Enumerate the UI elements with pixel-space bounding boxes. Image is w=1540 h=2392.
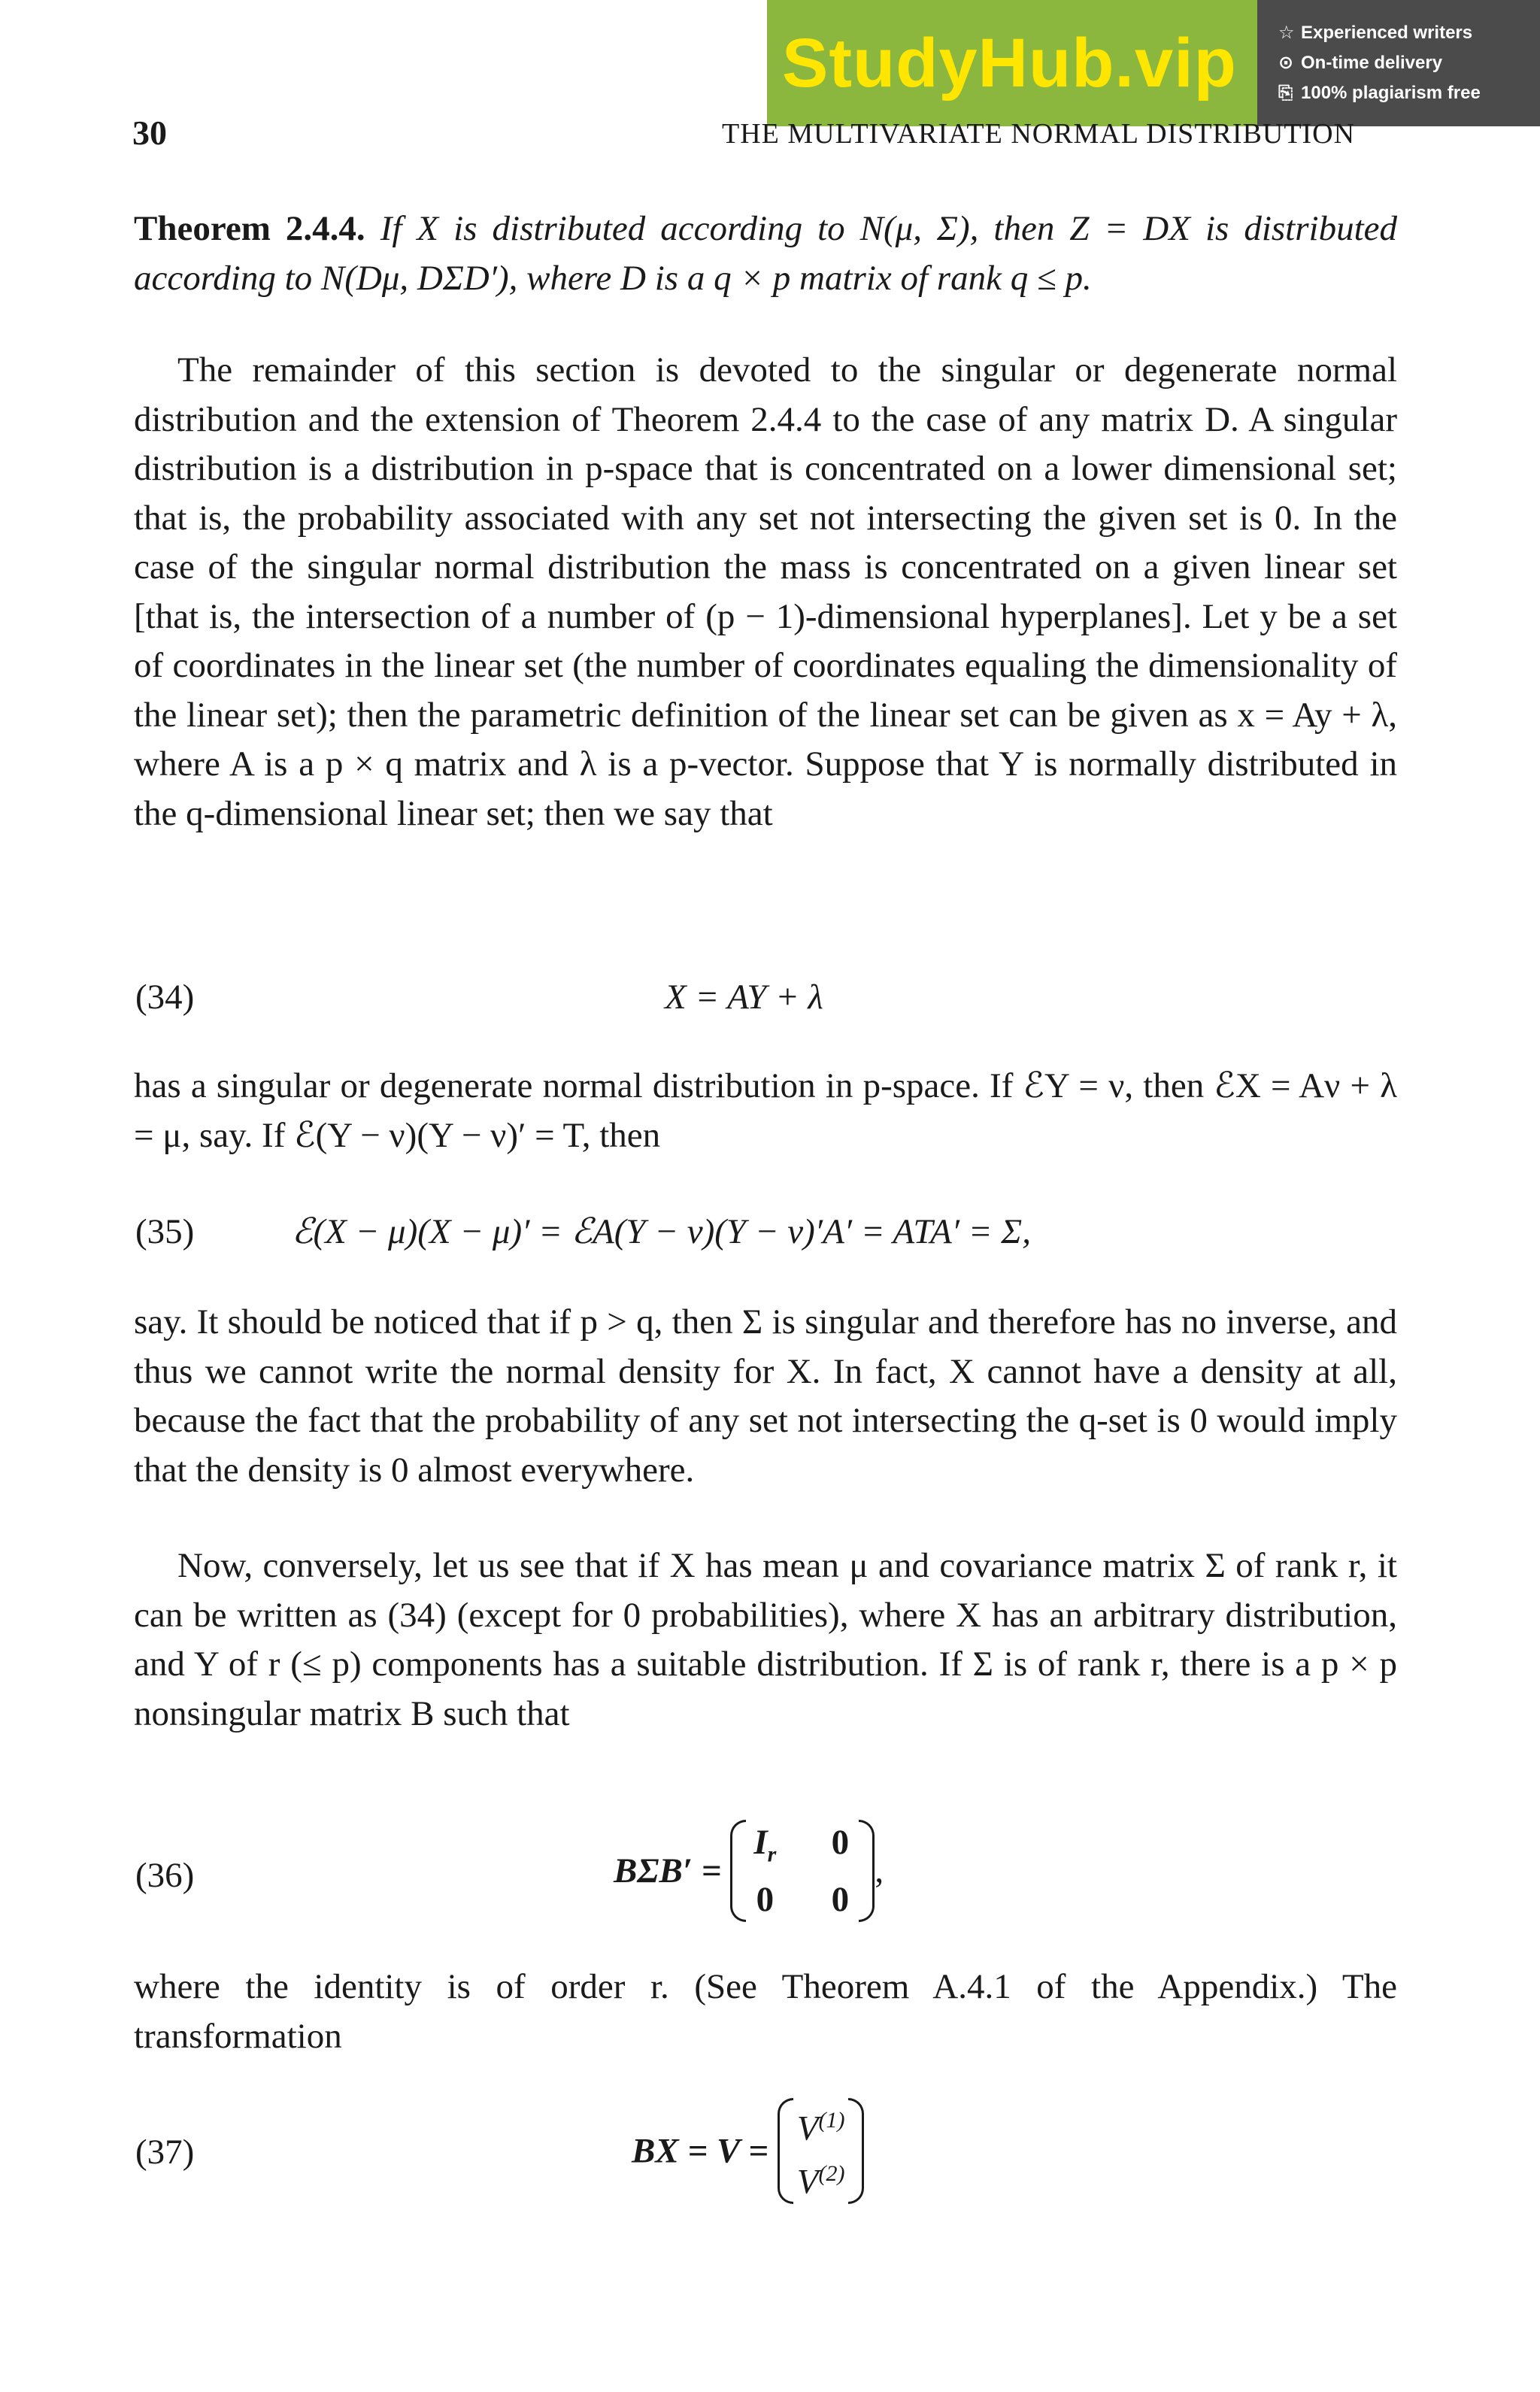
equation-34: X = AY + λ xyxy=(665,978,823,1017)
equation-34-number: (34) xyxy=(135,978,195,1017)
theorem-statement: If X is distributed according to N(μ, Σ), then Z = DX is distributed according to N(Dμ, DΣD′), where D is a q × p matrix of rank q ≤ p. xyxy=(134,209,1397,298)
badge-arrow xyxy=(1235,0,1257,126)
matrix-cell: 0 xyxy=(756,1880,775,1920)
paragraph-singular-distribution: The remainder of this section is devoted to the singular or degenerate normal distribution and the extension of Theorem 2.4.4 to the case of any matrix D. A singular distribution is a distribution in p-space that is concentrated on a lower dimensional set; that is, the probability associated with any set not intersecting the given set is 0. In the case of the singular normal distribution the mass is concentrated on a given linear set [that is, the intersection of a number of (p − 1)-dimensional hyperplanes]. Let y be a set of coordinates in the linear set (the number of coordinates equaling the dimensionality of the linear set); then the parametric definition of the linear set can be given as x = Ay + λ, where A is a p × q matrix and λ is a p-vector. Suppose that Y is normally distributed in the q-dimensional linear set; then we say that xyxy=(134,350,1397,833)
paragraph-identity-order: where the identity is of order r. (See Theorem A.4.1 of the Appendix.) The transformation xyxy=(134,1967,1397,2056)
equation-35-number: (35) xyxy=(135,1212,195,1251)
studyhub-banner[interactable] xyxy=(767,0,1540,126)
matrix-cell: 0 xyxy=(831,1880,850,1920)
feature-badge xyxy=(1257,0,1540,126)
theorem-label: Theorem 2.4.4. xyxy=(134,209,365,248)
equation-36-trail: , xyxy=(875,1851,884,1891)
vector-cell: $V^{(1)}$ xyxy=(796,2108,845,2148)
equation-36-lhs: BΣB′ = xyxy=(614,1851,722,1891)
vector-cell: $V^{(2)}$ xyxy=(796,2160,845,2202)
feature-on-time-delivery: ⊙ On-time delivery xyxy=(1278,48,1540,78)
equation-35: ℰ(X − μ)(X − μ)′ = ℰA(Y − ν)(Y − ν)′A′ = ATA′ = Σ, xyxy=(292,1212,1031,1251)
clock-icon: ⊙ xyxy=(1278,53,1294,73)
paragraph-conversely: Now, conversely, let us see that if X has mean μ and covariance matrix Σ of rank r, it can be written as (34) (except for 0 probabilities), where X has an arbitrary distribution, and Y of r (≤ p) components has a suitable distribution. If Σ is of rank r, there is a p × p nonsingular matrix B such that xyxy=(134,1546,1397,1733)
theorem-2-4-4 xyxy=(134,205,1397,303)
equation-37-lhs: BX = V = xyxy=(632,2131,769,2171)
matrix-cell-identity: $I_r$ xyxy=(753,1823,777,1867)
partitioned-vector xyxy=(778,2098,865,2204)
page-number: 30 xyxy=(132,114,167,152)
equation-36 xyxy=(614,1820,884,1922)
feature-plagiarism-free: ⎘ 100% plagiarism free xyxy=(1278,78,1540,108)
running-title: THE MULTIVARIATE NORMAL DISTRIBUTION xyxy=(722,118,1356,150)
paragraph-degenerate: has a singular or degenerate normal distribution in p-space. If ℰY = ν, then ℰX = Aν + λ = μ, say. If ℰ(Y − ν)(Y − ν)′ = T, then xyxy=(134,1066,1397,1155)
paragraph-no-density: say. It should be noticed that if p > q, then Σ is singular and therefore has no inverse, and thus we cannot write the normal density for X. In fact, X cannot have a density at all, because the fact that the probability of any set not intersecting the q-set is 0 would imply that the density is 0 almost everywhere. xyxy=(134,1302,1397,1490)
matrix-cell: 0 xyxy=(831,1823,850,1862)
equation-37 xyxy=(632,2098,864,2204)
studyhub-logo[interactable]: StudyHub.vip xyxy=(782,25,1237,102)
feature-experienced-writers: ☆ Experienced writers xyxy=(1278,18,1540,48)
equation-36-number: (36) xyxy=(135,1856,195,1895)
document-icon: ⎘ xyxy=(1278,83,1293,103)
star-icon: ☆ xyxy=(1278,23,1295,43)
block-matrix xyxy=(730,1820,875,1922)
equation-37-number: (37) xyxy=(135,2133,195,2172)
